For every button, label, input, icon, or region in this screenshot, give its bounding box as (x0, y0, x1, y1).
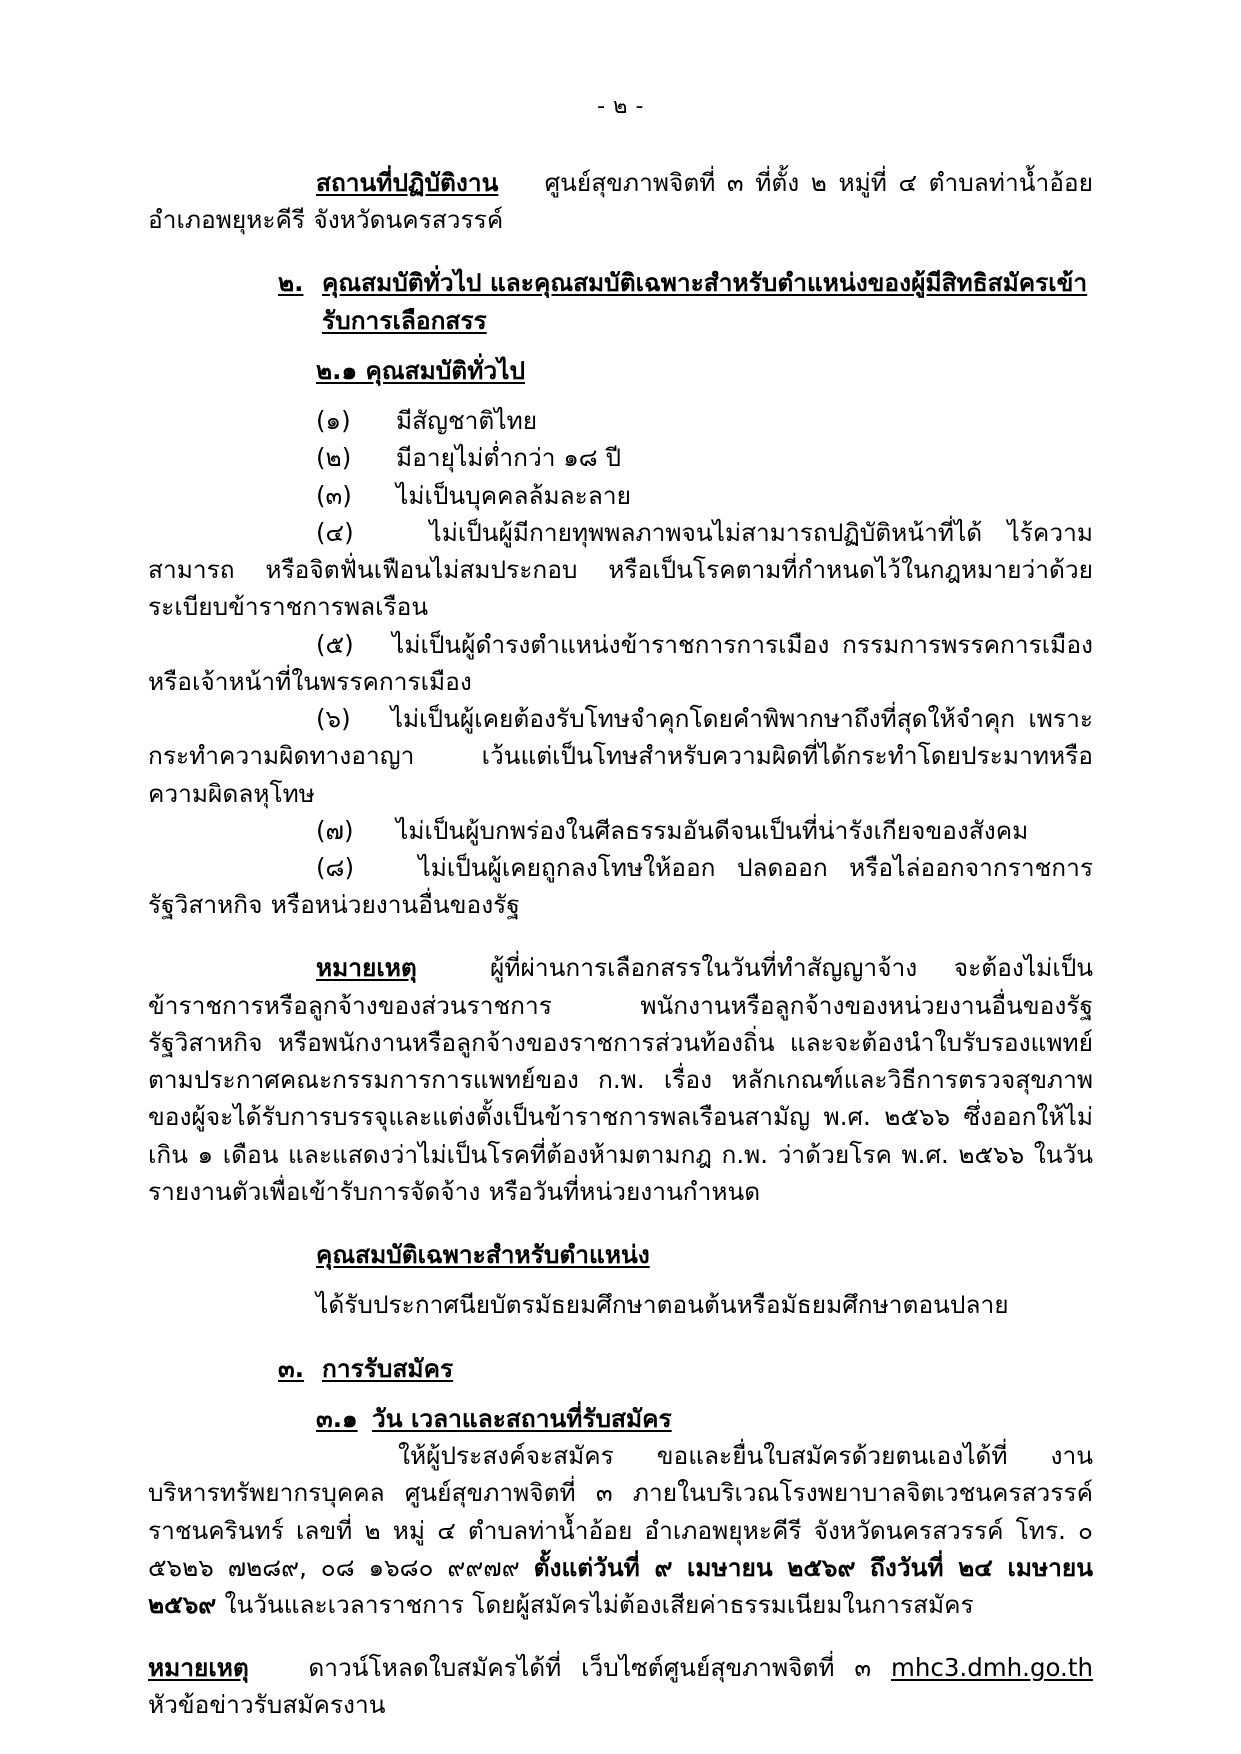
workplace-text: ศูนย์สุขภาพจิตที่ ๓ ที่ตั้ง ๒ หมู่ที่ ๔ ตำบลท่าน้ำอ้อย อำเภอพยุหะคีรี จังหวัดนครสวรรค์ (148, 168, 1094, 235)
footer-note-text-before: ดาวน์โหลดใบสมัครได้ที่ เว็บไซต์ศูนย์สุขภาพจิตที่ ๓ (308, 1653, 891, 1683)
qualification-item (148, 514, 1093, 626)
footer-note-paragraph (148, 1649, 1093, 1723)
page-content (148, 0, 1093, 1724)
qualification-text: ไม่เป็นผู้เคยถูกลงโทษให้ออก ปลดออก หรือไล่ออกจากราชการ รัฐวิสาหกิจ หรือหน่วยงานอื่นของรัฐ (148, 852, 1093, 920)
spacer (148, 923, 1093, 949)
qualification-text: ไม่เป็นบุคคลล้มละลาย (396, 480, 631, 510)
specific-qualification-heading (148, 1236, 1093, 1273)
qualification-text: ไม่เป็นผู้เคยต้องรับโทษจำคุกโดยคำพิพากษาถึงที่สุดให้จำคุก เพราะกระทำความผิดทางอาญา เว้นแต่เป็นโทษสำหรับความผิดที่ได้กระทำโดยประมาทหรือความผิดลหุโทษ (148, 704, 1093, 808)
gap (354, 518, 430, 547)
spacer (148, 1324, 1093, 1350)
gap (354, 630, 392, 659)
specific-qualification-title: คุณสมบัติเฉพาะสำหรับตำแหน่ง (316, 1240, 650, 1270)
note-label: หมายเหตุ (316, 953, 417, 983)
qualification-number: (๑) (316, 406, 351, 436)
note-paragraph (148, 949, 1093, 1210)
section-3-title: การรับสมัคร (322, 1353, 454, 1383)
qualification-text: ไม่เป็นผู้บกพร่องในศีลธรรมอันดีจนเป็นที่น่ารังเกียจของสังคม (396, 815, 1029, 845)
section-2-1-title: ๒.๑ คุณสมบัติทั่วไป (316, 355, 526, 385)
spacer (148, 339, 1093, 352)
spacer (148, 389, 1093, 402)
application-details-text-2: ในวันและเวลาราชการ โดยผู้สมัครไม่ต้องเสียค่าธรรมเนียมในการสมัคร (216, 1589, 974, 1619)
section-3-1-heading (148, 1400, 1093, 1437)
application-details-text: ให้ผู้ประสงค์จะสมัคร ขอและยื่นใบสมัครด้วยตนเองได้ที่ งานบริหารทรัพยากรบุคคล ศูนย์สุขภาพจิตที่ ๓ ภายในบริเวณโรงพยาบาลจิตเวชนครสวรรค์ราชนครินทร์ เลขที่ ๒ หมู่ ๔ ตำบลท่าน้ำอ้อย อำเภอพยุหะคีรี จังหวัดนครสวรรค์ โทร. ๐ ๕๖๒๖ ๗๒๘๙, ๐๘ ๑๖๘๐ ๙๙๗๙ (148, 1441, 1093, 1582)
workplace-gap (498, 168, 544, 197)
gap (354, 853, 418, 882)
spacer (148, 1210, 1093, 1236)
section-2-number: ๒. (278, 268, 304, 298)
footer-note-text-after: หัวข้อข่าวรับสมัครงาน (148, 1690, 386, 1720)
footer-note-label: หมายเหตุ (148, 1653, 249, 1683)
qualification-item (148, 849, 1093, 923)
section-3-1-number: ๓.๑ (316, 1403, 358, 1433)
qualification-item (148, 477, 1093, 514)
qualification-number: (๖) (316, 704, 351, 734)
section-2-1-heading (148, 352, 1093, 389)
section-3-1-title: วัน เวลาและสถานที่รับสมัคร (372, 1403, 672, 1433)
qualification-number: (๓) (316, 480, 352, 510)
workplace-label: สถานที่ปฏิบัติงาน (316, 168, 499, 197)
qualification-item (148, 439, 1093, 476)
spacer (148, 1273, 1093, 1286)
workplace-paragraph (148, 164, 1093, 238)
qualification-item (148, 700, 1093, 812)
note-text: ผู้ที่ผ่านการเลือกสรรในวันที่ทำสัญญาจ้าง จะต้องไม่เป็นข้าราชการหรือลูกจ้างของส่วนราชการ พนักงานหรือลูกจ้างของหน่วยงานอื่นของรัฐ รัฐวิสาหกิจ หรือพนักงานหรือลูกจ้างของราชการส่วนท้องถิ่น และจะต้องนำใบรับรองแพทย์ ตามประกาศคณะกรรมการการแพทย์ของ ก.พ. เรื่อง หลักเกณฑ์และวิธีการตรวจสุขภาพของผู้จะได้รับการบรรจุและแต่งตั้งเป็นข้าราชการพลเรือนสามัญ พ.ศ. ๒๕๖๖ ซึ่งออกให้ไม่เกิน ๑ เดือน และแสดงว่าไม่เป็นโรคที่ต้องห้ามตามกฎ ก.พ. ว่าด้วยโรค พ.ศ. ๒๕๖๖ ในวันรายงานตัวเพื่อเข้ารับการจัดจ้าง หรือวันที่หน่วยงานกำหนด (148, 953, 1093, 1206)
section-3-heading (148, 1350, 1093, 1387)
qualification-text: มีอายุไม่ต่ำกว่า ๑๘ ปี (396, 443, 622, 473)
section-3-number: ๓. (278, 1353, 305, 1383)
qualification-item (148, 626, 1093, 700)
gap (417, 953, 490, 982)
website-link[interactable]: mhc3.dmh.go.th (890, 1653, 1093, 1683)
qualification-text: ไม่เป็นผู้ดำรงตำแหน่งข้าราชการการเมือง กรรมการพรรคการเมือง หรือเจ้าหน้าที่ในพรรคการเมือง (148, 629, 1093, 696)
qualification-item (148, 402, 1093, 439)
spacer (148, 1387, 1093, 1400)
qualification-number: (๗) (316, 815, 354, 845)
application-period: ตั้งแต่วันที่ ๙ เมษายน ๒๕๖๙ ถึงวันที่ ๒๔ เมษายน ๒๕๖๙ (148, 1552, 1093, 1619)
page-number: - ๒ - (597, 94, 644, 119)
gap (351, 704, 391, 733)
application-details-paragraph (148, 1437, 1093, 1623)
specific-qualification-text: ได้รับประกาศนียบัตรมัธยมศึกษาตอนต้นหรือมัธยมศึกษาตอนปลาย (316, 1290, 1009, 1320)
specific-qualification-text-row (148, 1286, 1093, 1323)
section-2-heading (148, 264, 1093, 338)
qualification-number: (๒) (316, 443, 352, 473)
spacer (148, 1623, 1093, 1649)
gap (249, 1653, 309, 1682)
section-2-title: คุณสมบัติทั่วไป และคุณสมบัติเฉพาะสำหรับตำแหน่งของผู้มีสิทธิสมัครเข้ารับการเลือกสรร (322, 268, 1088, 335)
qualification-text: ไม่เป็นผู้มีกายทุพพลภาพจนไม่สามารถปฏิบัติหน้าที่ได้ ไร้ความสามารถ หรือจิตฟั่นเฟือนไม่สมประกอบ หรือเป็นโรคตามที่กำหนดไว้ในกฎหมายว่าด้วยระเบียบข้าราชการพลเรือน (148, 517, 1093, 622)
qualification-number: (๔) (316, 517, 354, 547)
spacer (148, 238, 1093, 264)
qualification-number: (๘) (316, 852, 355, 882)
qualification-text: มีสัญชาติไทย (396, 406, 538, 436)
qualification-item (148, 812, 1093, 849)
qualification-number: (๕) (316, 629, 354, 659)
spacer (148, 118, 1093, 164)
